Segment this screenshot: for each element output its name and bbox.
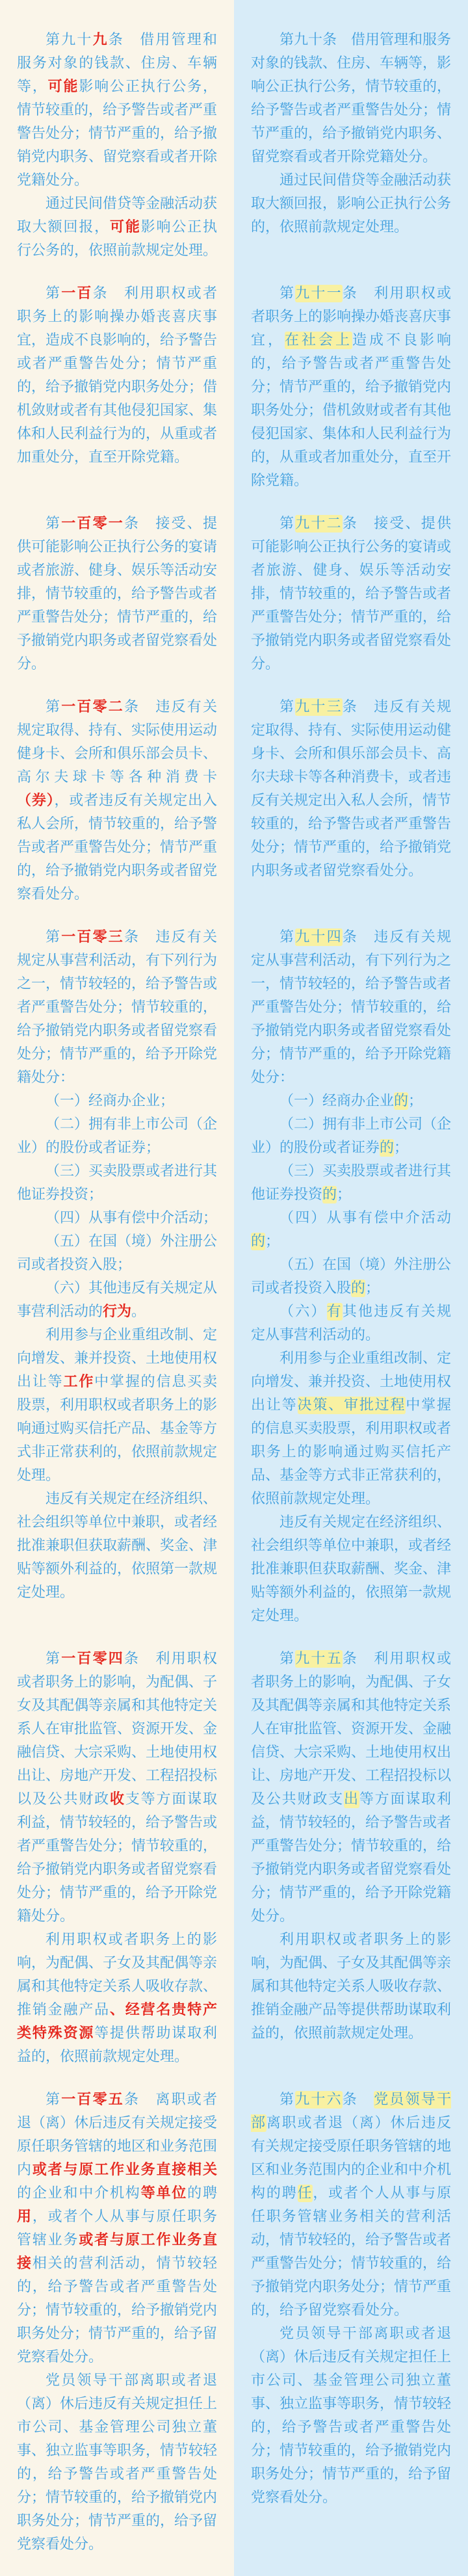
- deleted-text: 可能: [47, 79, 79, 95]
- article-old-100-91: [0, 282, 234, 489]
- paragraph: 第一百零五条 离职或者退（离）休后违反有关规定接受原任职务管辖的地区和业务范围内或者与原工作业务直接相关的企业和中介机构等单位的聘用，或者个人从事与原任职务管辖业务或者与原工作业务直接相关的营利活动，情节较轻的，给予警告或者严重警告处分；情节较重的，给予撤销党内职务处分；情节严重的，给予留党察看处分。: [17, 2092, 218, 2365]
- article-old-105-96: [0, 2088, 234, 2576]
- deleted-text: 、经营名贵特产类特殊资源: [17, 2002, 217, 2042]
- deleted-text: 九: [92, 32, 109, 48]
- deleted-text: 行为: [103, 1304, 132, 1320]
- article-new-101-92: [234, 512, 468, 696]
- deleted-text: 一百零三: [61, 929, 124, 945]
- added-text-highlight: 九十六: [295, 2092, 343, 2108]
- added-text-highlight: 九十四: [295, 929, 343, 945]
- added-text-highlight: 的: [322, 1187, 337, 1203]
- paragraph: 第九十九条 借用管理和服务对象的钱款、住房、车辆等，可能影响公正执行公务，情节较重的，给予警告或者严重警告处分；情节严重的，给予撤销党内职务、留党察看或者开除党籍处分。: [17, 32, 218, 189]
- deleted-text: 一百: [61, 285, 93, 302]
- paragraph: 第九十四条 违反有关规定从事营利活动，有下列行为之一，情节较轻的，给予警告或者严重警告处分；情节较重的，给予撤销党内职务或者留党察看处分；情节严重的，给予开除党籍处分：: [251, 929, 452, 1086]
- paragraph: （六）其他违反有关规定从事营利活动的行为。: [17, 1280, 218, 1320]
- added-text-highlight: 九十五: [295, 1651, 343, 1667]
- article-new-100-91: [234, 282, 468, 512]
- added-text-highlight: 党员领导干部: [251, 2092, 451, 2131]
- paragraph: 第九十六条 党员领导干部离职或者退（离）休后违反有关规定接受原任职务管辖的地区和业务范围内的企业和中介机构的聘任，或者个人从事与原任职务管辖业务相关的营利活动，情节较轻的，给予警告或者严重警告处分；情节较重的，给予撤销党内职务处分；情节严重的，给予留党察看处分。: [251, 2092, 452, 2319]
- paragraph: （五）在国（境）外注册公司或者投资入股；: [17, 1233, 218, 1273]
- paragraph: 通过民间借贷等金融活动获取大额回报，可能影响公正执行公务的，依照前款规定处理。: [17, 196, 218, 259]
- deleted-text: 等单位: [140, 2185, 188, 2201]
- paragraph: 第九十二条 接受、提供可能影响公正执行公务的宴请或者旅游、健身、娱乐等活动安排，情节较重的，给予警告或者严重警告处分；情节严重的，给予撤销党内职务或者留党察看处分。: [251, 516, 452, 672]
- paragraph: 第一百零二条 违反有关规定取得、持有、实际使用运动健身卡、会所和俱乐部会员卡、高尔夫球卡等各种消费卡（券），或者违反有关规定出入私人会所，情节较重的，给予警告或者严重警告处分；情节严重的，给予撤销党内职务或者留党察看处分。: [17, 699, 218, 902]
- paragraph: （四）从事有偿中介活动；: [46, 1210, 218, 1226]
- added-text-highlight: 出: [343, 1791, 359, 1807]
- added-text-highlight: 的: [251, 1233, 266, 1250]
- deleted-text: 收: [109, 1791, 125, 1807]
- deleted-text: 或者与原工作业务直接: [17, 2232, 217, 2272]
- paragraph: 利用职权或者职务上的影响，为配偶、子女及其配偶等亲属和其他特定关系人吸收存款、推销金融产品等提供帮助谋取利益的，依照前款规定处理。: [251, 1932, 452, 2042]
- added-text-highlight: 的: [394, 1093, 409, 1109]
- article-new-105-96: [234, 2088, 468, 2529]
- paragraph: （四）从事有偿中介活动的；: [251, 1210, 451, 1250]
- paragraph: 第九十五条 利用职权或者职务上的影响，为配偶、子女及其配偶等亲属和其他特定关系人在审批监管、资源开发、金融信贷、大宗采购、土地使用权出让、房地产开发、工程招投标以及公共财政支出等方面谋取利益，情节较轻的，给予警告或者严重警告处分；情节较重的，给予撤销党内职务或者留党察看处分；情节严重的，给予开除党籍处分。: [251, 1651, 452, 1925]
- added-text-highlight: 九十三: [295, 699, 343, 715]
- added-text-highlight: 在社会上: [285, 332, 352, 348]
- paragraph: （一）经商办企业的；: [280, 1093, 423, 1109]
- deleted-text: 一百零二: [61, 699, 124, 715]
- added-text-highlight: 的: [380, 1140, 395, 1156]
- paragraph: 第一百零一条 接受、提供可能影响公正执行公务的宴请或者旅游、健身、娱乐等活动安排，情节较重的，给予警告或者严重警告处分；情节严重的，给予撤销党内职务或者留党察看处分。: [17, 516, 218, 672]
- deleted-text: 一百零四: [61, 1651, 124, 1667]
- deleted-text: 用: [17, 2209, 32, 2225]
- paragraph: （三）买卖股票或者进行其他证券投资；: [17, 1163, 218, 1203]
- article-new-102-93: [234, 696, 468, 902]
- paragraph: 第九十条 借用管理和服务对象的钱款、住房、车辆等，影响公正执行公务，情节较重的，给予警告或者严重警告处分；情节严重的，给予撤销党内职务、留党察看或者开除党籍处分。: [251, 32, 452, 165]
- added-text-highlight: 决策、审批过程: [297, 1397, 406, 1413]
- paragraph: 第一百条 利用职权或者职务上的影响操办婚丧喜庆事宜，造成不良影响的，给予警告或者严重警告处分；情节严重的，给予撤销党内职务处分；借机敛财或者有其他侵犯国家、集体和人民利益行为的，从重或者加重处分，直至开除党籍。: [17, 285, 218, 466]
- article-new-99-90: [234, 0, 468, 259]
- deleted-text: （券）: [17, 793, 55, 809]
- paragraph: 通过民间借贷等金融活动获取大额回报，影响公正执行公务的，依照前款规定处理。: [251, 172, 452, 235]
- paragraph: 第九十三条 违反有关规定取得、持有、实际使用运动健身卡、会所和俱乐部会员卡、高尔夫球卡等各种消费卡，或者违反有关规定出入私人会所，情节较重的，给予警告或者严重警告处分；情节严重的，给予撤销党内职务或者留党察看处分。: [251, 699, 452, 879]
- paragraph: 党员领导干部离职或者退（离）休后违反有关规定担任上市公司、基金管理公司独立董事、独立监事等职务，情节较轻的，给予警告或者严重警告处分；情节较重的，给予撤销党内职务处分；情节严重的，给予留党察看处分。: [17, 2372, 218, 2553]
- added-text-highlight: 任: [297, 2185, 313, 2201]
- paragraph: （六）有其他违反有关规定从事营利活动的。: [251, 1304, 451, 1343]
- paragraph: （一）经商办企业；: [46, 1093, 175, 1109]
- paragraph: 第九十一条 利用职权或者职务上的影响操办婚丧喜庆事宜，在社会上造成不良影响的，给予警告或者严重警告处分；情节严重的，给予撤销党内职务处分；借机敛财或者有其他侵犯国家、集体和人民利益行为的，从重或者加重处分，直至开除党籍。: [251, 285, 452, 489]
- article-new-103-94: [234, 926, 468, 1648]
- paragraph: （二）拥有非上市公司（企业）的股份或者证券的；: [251, 1116, 452, 1156]
- article-old-103-94: [0, 926, 234, 1624]
- deleted-text: 一百零五: [61, 2092, 124, 2108]
- paragraph: 党员领导干部离职或者退（离）休后违反有关规定担任上市公司、基金管理公司独立董事、独立监事等职务，情节较轻的，给予警告或者严重警告处分；情节较重的，给予撤销党内职务处分；情节严重的，给予留党察看处分。: [251, 2326, 452, 2506]
- paragraph: （二）拥有非上市公司（企业）的股份或者证券；: [17, 1116, 218, 1156]
- paragraph: 违反有关规定在经济组织、社会组织等单位中兼职，或者经批准兼职但获取薪酬、奖金、津贴等额外利益的，依照第一款规定处理。: [251, 1514, 452, 1624]
- paragraph: 违反有关规定在经济组织、社会组织等单位中兼职，或者经批准兼职但获取薪酬、奖金、津贴等额外利益的，依照第一款规定处理。: [17, 1491, 218, 1601]
- article-old-99-90: [0, 0, 234, 282]
- paragraph: 利用参与企业重组改制、定向增发、兼并投资、土地使用权出让等决策、审批过程中掌握的信息买卖股票，利用职权或者职务上的影响通过购买信托产品、基金等方式非正常获利的，依照前款规定处理。: [251, 1350, 452, 1507]
- article-new-104-95: [234, 1648, 468, 2065]
- added-text-highlight: 有: [326, 1304, 343, 1320]
- deleted-text: 工作: [63, 1374, 95, 1390]
- article-old-102-93: [0, 696, 234, 926]
- paragraph: （三）买卖股票或者进行其他证券投资的；: [251, 1163, 452, 1203]
- paragraph: 利用职权或者职务上的影响，为配偶、子女及其配偶等亲属和其他特定关系人吸收存款、推销金融产品、经营名贵特产类特殊资源等提供帮助谋取利益的，依照前款规定处理。: [17, 1932, 218, 2065]
- paragraph: 利用参与企业重组改制、定向增发、兼并投资、土地使用权出让等工作中掌握的信息买卖股票，利用职权或者职务上的影响通过购买信托产品、基金等方式非正常获利的，依照前款规定处理。: [17, 1327, 218, 1484]
- deleted-text: 可能: [109, 219, 141, 235]
- added-text-highlight: 的: [351, 1280, 366, 1296]
- paragraph: 第一百零四条 利用职权或者职务上的影响，为配偶、子女及其配偶等亲属和其他特定关系人在审批监管、资源开发、金融信贷、大宗采购、土地使用权出让、房地产开发、工程招投标以及公共财政收支等方面谋取利益，情节较轻的，给予警告或者严重警告处分；情节较重的，给予撤销党内职务或者留党察看处分；情节严重的，给予开除党籍处分。: [17, 1651, 218, 1925]
- article-old-101-92: [0, 512, 234, 696]
- deleted-text: 一百零一: [61, 516, 124, 532]
- paragraph: （五）在国（境）外注册公司或者投资入股的；: [251, 1257, 452, 1296]
- added-text-highlight: 九十一: [295, 285, 343, 302]
- article-old-104-95: [0, 1648, 234, 2088]
- paragraph: 第一百零三条 违反有关规定从事营利活动，有下列行为之一，情节较轻的，给予警告或者严重警告处分；情节较重的，给予撤销党内职务或者留党察看处分；情节严重的，给予开除党籍处分：: [17, 929, 218, 1086]
- deleted-text: 或者与原工作业务直接相关: [32, 2162, 217, 2178]
- added-text-highlight: 九十二: [295, 516, 343, 532]
